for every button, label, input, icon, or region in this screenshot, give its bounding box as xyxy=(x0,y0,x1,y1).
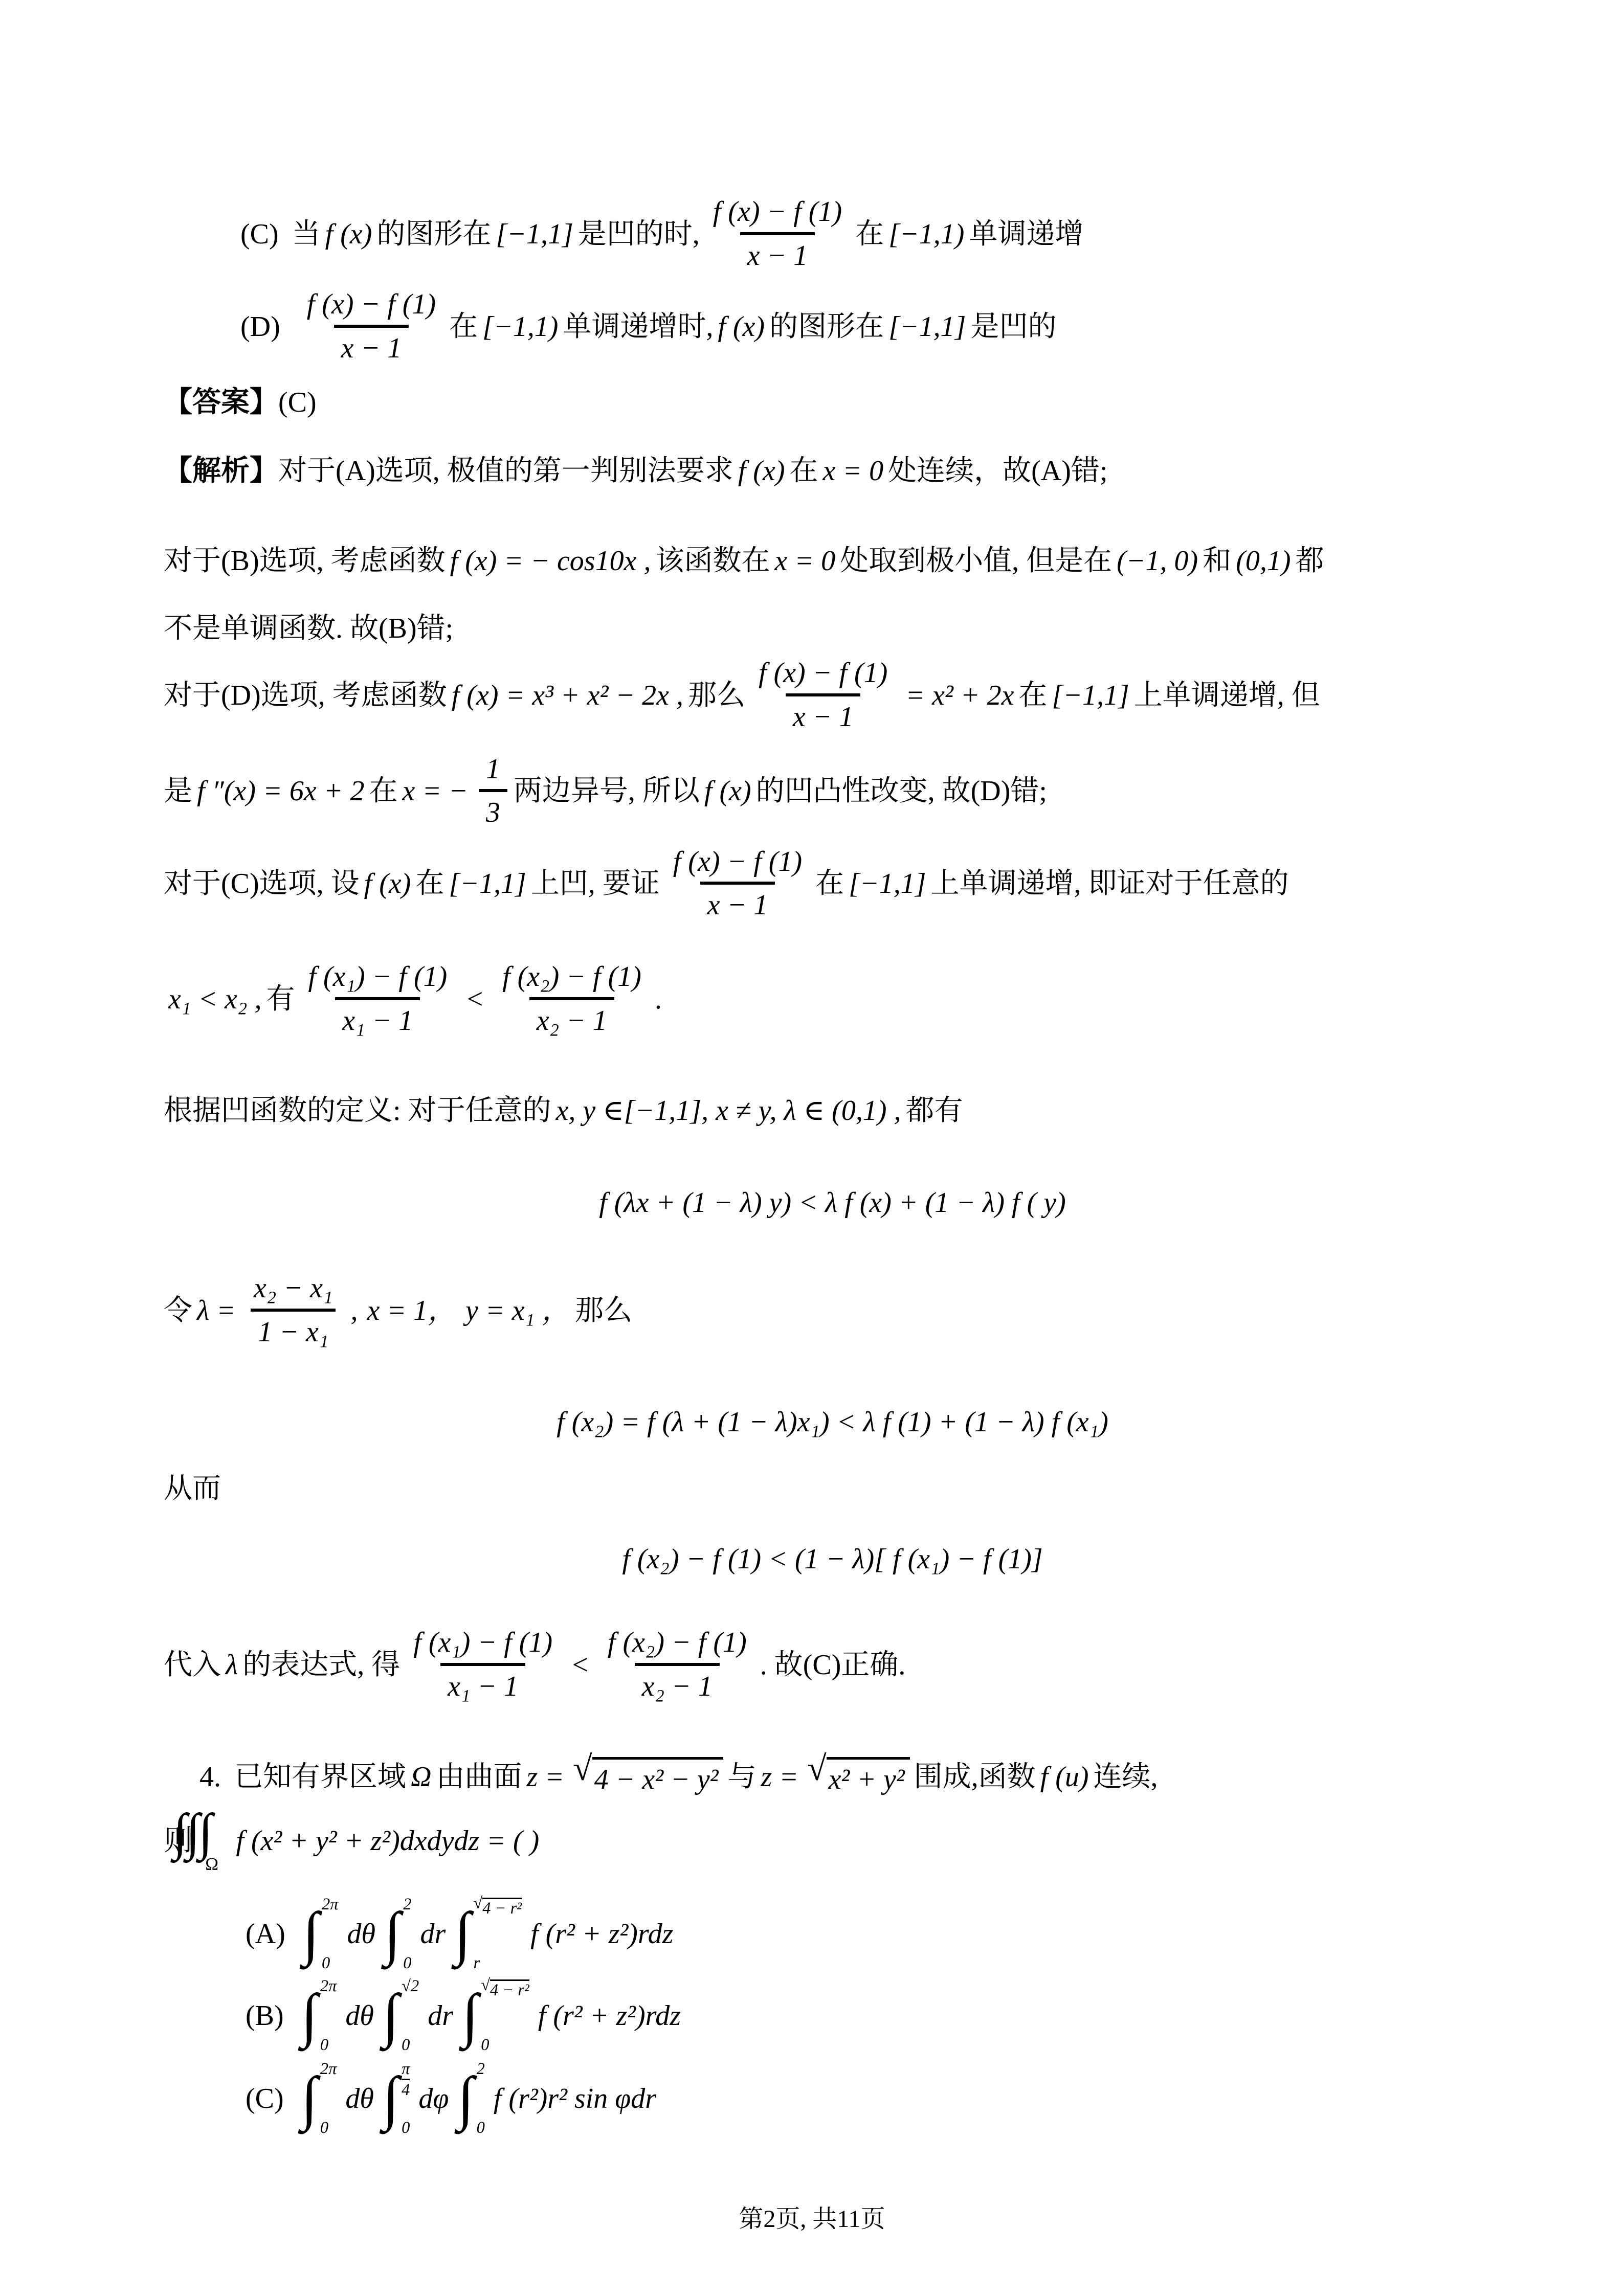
text-run: 是凹的 xyxy=(970,310,1057,343)
math-run: [−1,1) xyxy=(482,310,559,343)
text-run: 是 xyxy=(164,775,192,807)
integral xyxy=(301,2061,337,2136)
analysis-d-line-2 xyxy=(164,754,1501,829)
q4-option-c-label: (C) xyxy=(246,2082,284,2114)
integral-sign: ∫ xyxy=(382,1982,399,2049)
substitution-inequality-formula xyxy=(164,1404,1501,1440)
text-run: 在 xyxy=(449,310,478,343)
math-run: dr xyxy=(420,1918,446,1950)
math-run: f (x) xyxy=(738,455,785,487)
math-run: x = 0 xyxy=(774,545,836,577)
integral-upper-limit: 2π xyxy=(320,2059,337,2078)
radicand: 4 − r² xyxy=(490,1979,529,1998)
fraction xyxy=(751,658,895,733)
math-formula: f (x₂) − f (1) < (1 − λ)[ f (x₁) − f (1)] xyxy=(622,1543,1043,1575)
fraction-numerator: f (x₂) − f (1) xyxy=(607,1627,747,1659)
text-run: 当 xyxy=(292,218,321,250)
answer-line xyxy=(164,385,1501,420)
math-run: f (x) xyxy=(718,310,765,343)
math-run: , xyxy=(350,1294,358,1326)
q4-option-a-label: (A) xyxy=(246,1918,285,1950)
integral-upper-limit xyxy=(473,1896,522,1917)
analysis-a-line xyxy=(164,453,1501,489)
math-formula: f (λx + (1 − λ) y) < λ f (x) + (1 − λ) f ( y) xyxy=(599,1187,1066,1219)
integral-upper-limit: √2 xyxy=(402,1976,419,1995)
integral-lower-limit: 0 xyxy=(402,2119,410,2137)
text-run: 的图形在 xyxy=(769,310,884,343)
radical-sign: √ xyxy=(807,1748,827,1788)
radicand: 4 − x² − y² xyxy=(592,1757,724,1797)
math-run: f (x) = x³ + x² − 2x , xyxy=(451,679,683,711)
integral-domain-omega: Ω xyxy=(205,1854,219,1875)
math-run: dθ xyxy=(347,1918,375,1950)
fraction xyxy=(666,846,809,921)
option-c-label: (C) xyxy=(240,218,279,250)
integral-lower-limit: 0 xyxy=(320,2036,329,2055)
limit-fraction-denominator: 4 xyxy=(402,2079,410,2098)
concavity-inequality-formula xyxy=(164,1185,1501,1221)
answer-value: (C) xyxy=(278,387,317,419)
q4-option-c-line xyxy=(164,2061,1501,2136)
text-run: 上凹, 要证 xyxy=(530,868,660,900)
fraction xyxy=(495,961,649,1037)
fraction-numerator: f (x₁) − f (1) xyxy=(308,960,448,993)
integral-lower-limit: 0 xyxy=(481,2036,490,2055)
integral-lower-limit: 0 xyxy=(403,1954,412,1973)
math-run: f ″(x) = 6x + 2 xyxy=(197,775,365,807)
math-run: f (r² + z²)rdz xyxy=(530,1918,674,1950)
text-run: . 故(C)正确. xyxy=(760,1649,906,1681)
fraction-denominator: x − 1 xyxy=(700,882,775,921)
text-run: 对于(C)选项, 设 xyxy=(164,868,360,900)
integral xyxy=(457,2061,484,2136)
text-run: 从而 xyxy=(164,1473,221,1505)
triple-integral-sign xyxy=(198,1809,225,1855)
text-run: 连续, xyxy=(1093,1761,1158,1793)
math-run: dr xyxy=(428,1999,453,2032)
text-run: 那么 xyxy=(687,679,745,711)
math-run: x = 0 xyxy=(822,455,884,487)
text-run: 对于(A)选项, 极值的第一判别法要求 xyxy=(278,455,733,487)
math-run: [−1,1] xyxy=(449,868,526,900)
integral-upper-limit: 2π xyxy=(320,1976,337,1995)
fraction-numerator: f (x₂) − f (1) xyxy=(502,960,641,993)
text-run: 围成,函数 xyxy=(914,1761,1036,1793)
option-d-line xyxy=(164,289,1501,364)
integral xyxy=(301,1978,337,2054)
integral-lower-limit: 0 xyxy=(320,2119,329,2137)
math-formula: f (x₂) = f (λ + (1 − λ)x₁) < λ f (1) + (1 − λ) f (x₁) xyxy=(557,1406,1108,1438)
limit-fraction-numerator: π xyxy=(402,2059,410,2078)
text-run: 在 xyxy=(815,868,844,900)
result-inequality-formula xyxy=(164,1541,1501,1577)
integral-sign: ∫ xyxy=(301,2064,318,2131)
text-run: 在 xyxy=(855,218,884,250)
page-number-text: 第2页, 共11页 xyxy=(739,2205,885,2233)
text-run: 根据凹函数的定义: 对于任意的 xyxy=(164,1095,551,1127)
analysis-label: 【解析】 xyxy=(164,455,278,487)
question-4-line-2 xyxy=(164,1809,1501,1874)
fraction xyxy=(706,196,849,272)
text-run: 单调递增时, xyxy=(563,310,714,343)
math-run: = x² + 2x xyxy=(905,679,1014,711)
fraction-numerator: x₂ − x₁ xyxy=(254,1272,333,1304)
math-run: y = x₁ ， xyxy=(465,1294,571,1326)
integral-lower-limit: r xyxy=(473,1954,480,1973)
integral-upper-limit xyxy=(481,1975,529,1999)
math-run: f (x² + y² + z²)dxdydz = ( ) xyxy=(236,1825,540,1857)
math-run: dθ xyxy=(345,2082,374,2114)
fraction-denominator: x − 1 xyxy=(334,325,409,365)
math-run: (0,1) xyxy=(1236,545,1291,577)
math-run: Ω xyxy=(411,1761,432,1793)
math-run: f (x) xyxy=(704,775,751,807)
integral-sign: ∫ xyxy=(382,2064,399,2131)
math-run: dφ xyxy=(418,2082,449,2114)
fraction-denominator: x₁ − 1 xyxy=(440,1663,525,1703)
fraction-denominator: x − 1 xyxy=(740,232,815,272)
text-run: 则 xyxy=(164,1825,192,1857)
math-run: x = 1， xyxy=(367,1294,457,1326)
math-run: λ = xyxy=(197,1294,236,1326)
text-run: 不是单调函数. 故(B)错; xyxy=(164,613,454,645)
text-run: 已知有界区域 xyxy=(234,1761,406,1793)
math-run: f (r² + z²)rdz xyxy=(538,1999,681,2032)
integral xyxy=(454,1896,522,1972)
text-run: 两边异号, 所以 xyxy=(513,775,700,807)
integral-upper-limit: 2 xyxy=(476,2059,485,2078)
math-run: [−1,1] xyxy=(1052,679,1129,711)
math-run: (−1, 0) xyxy=(1117,545,1198,577)
fraction xyxy=(247,1273,340,1348)
math-run: dθ xyxy=(345,1999,374,2032)
integral-sign: ∫ xyxy=(302,1900,319,1967)
math-run: [−1,1] xyxy=(496,218,573,250)
integral-sign: ∫ xyxy=(457,2064,474,2131)
text-run: 该函数在 xyxy=(655,545,770,577)
integral-lower-limit: 0 xyxy=(321,1954,330,1973)
math-run: [−1,1] xyxy=(849,868,926,900)
integral-lower-limit: 0 xyxy=(402,2036,410,2055)
integral xyxy=(303,1896,339,1972)
integral-sign: ∫ xyxy=(461,1982,479,2049)
text-run: 和 xyxy=(1203,545,1232,577)
triple-integral xyxy=(198,1809,225,1874)
text-run: 由曲面 xyxy=(436,1761,522,1793)
text-run: 单调递增 xyxy=(969,218,1084,250)
fraction-numerator: f (x) − f (1) xyxy=(713,196,842,228)
question-4-line-1 xyxy=(164,1748,1501,1797)
math-run: z = xyxy=(761,1761,799,1793)
fraction-numerator: f (x) − f (1) xyxy=(758,657,888,689)
fraction xyxy=(300,289,443,364)
math-run: [−1,1) xyxy=(888,218,965,250)
fraction-numerator: f (x₁) − f (1) xyxy=(413,1627,553,1659)
math-run: f (r²)r² sin φdr xyxy=(493,2082,656,2114)
text-run: 是凹的时, xyxy=(577,218,700,250)
less-than-sign: < xyxy=(570,1649,590,1681)
text-run: 都 xyxy=(1295,545,1324,577)
math-run: x = − xyxy=(402,775,468,807)
text-run: 那么 xyxy=(575,1294,633,1326)
analysis-c-line-1 xyxy=(164,846,1501,921)
q4-option-a-line xyxy=(164,1896,1501,1972)
text-run: 上单调递增, 即证对于任意的 xyxy=(930,868,1289,900)
text-run: 的图形在 xyxy=(376,218,492,250)
text-run: 在 xyxy=(1018,679,1048,711)
text-run: 处取到极小值, 但是在 xyxy=(840,545,1113,577)
less-than-sign: < xyxy=(465,983,485,1015)
fraction-numerator: f (x) − f (1) xyxy=(306,288,436,321)
text-run: 处连续，故(A)错; xyxy=(888,455,1108,487)
text-run: 对于(D)选项, 考虑函数 xyxy=(164,679,447,711)
text-run: 对于(B)选项, 考虑函数 xyxy=(164,545,446,577)
text-run: 代入 xyxy=(164,1649,221,1681)
text-run: 在 xyxy=(369,775,398,807)
text-run: 在 xyxy=(415,868,444,900)
text-run: 在 xyxy=(789,455,818,487)
fraction xyxy=(301,961,454,1037)
fraction xyxy=(600,1627,754,1702)
math-run: [−1,1] xyxy=(888,310,966,343)
integral-sign: ∫ xyxy=(454,1900,471,1967)
text-run: 都有 xyxy=(905,1095,963,1127)
concave-definition-line xyxy=(164,1093,1501,1129)
math-run: f (x) = − cos10x , xyxy=(450,545,651,577)
math-run: z = xyxy=(526,1761,565,1793)
math-run: f (x) xyxy=(364,868,411,900)
text-run: 令 xyxy=(164,1294,192,1326)
integral xyxy=(461,1975,529,2055)
square-root xyxy=(807,1748,910,1797)
radicand: 4 − r² xyxy=(482,1898,522,1917)
fraction-denominator: x₂ − 1 xyxy=(635,1663,720,1703)
fraction-denominator: 1 − x₁ xyxy=(251,1309,336,1348)
text-run: 的凹凸性改变, 故(D)错; xyxy=(755,775,1047,807)
fraction-denominator: x₂ − 1 xyxy=(529,997,614,1037)
analysis-b-line-1 xyxy=(164,543,1501,579)
option-d-label: (D) xyxy=(240,310,280,343)
math-run: f (x) xyxy=(325,218,372,250)
radical-sign: √ xyxy=(473,1894,483,1912)
integral xyxy=(383,2061,410,2136)
integral-upper-limit: 2 xyxy=(403,1895,412,1914)
conclusion-line xyxy=(164,1627,1501,1702)
integral-sign: ∫ xyxy=(384,1900,401,1967)
conge-line xyxy=(164,1471,1501,1506)
fraction xyxy=(479,754,507,829)
option-c-line xyxy=(164,196,1501,272)
analysis-c-line-2 xyxy=(164,961,1501,1037)
math-run: f (u) xyxy=(1040,1761,1089,1793)
answer-label: 【答案】 xyxy=(164,387,278,419)
lambda-definition-line xyxy=(164,1273,1501,1348)
math-run: x, y ∈[−1,1], x ≠ y, λ ∈ (0,1) , xyxy=(555,1095,901,1127)
integral-lower-limit: 0 xyxy=(476,2119,485,2137)
question-number: 4. xyxy=(199,1761,221,1793)
fraction xyxy=(406,1627,560,1702)
square-root xyxy=(573,1748,723,1797)
math-run: x₁ < x₂ , xyxy=(168,983,262,1015)
radicand: x² + y² xyxy=(827,1757,910,1797)
analysis-b-line-2 xyxy=(164,611,1501,646)
fraction-denominator: x₁ − 1 xyxy=(335,997,420,1037)
fraction-denominator: x − 1 xyxy=(786,693,861,733)
fraction-numerator: f (x) − f (1) xyxy=(673,845,803,877)
text-run: . xyxy=(654,983,662,1015)
q4-option-b-line xyxy=(164,1975,1501,2055)
text-run: 与 xyxy=(727,1761,757,1793)
fraction-denominator: 3 xyxy=(479,789,507,829)
integral xyxy=(383,1978,419,2054)
analysis-d-line-1 xyxy=(164,658,1501,733)
text-run: 有 xyxy=(266,983,295,1015)
integral xyxy=(384,1896,411,1972)
integral-sign: ∫ xyxy=(301,1982,318,2049)
math-run: λ xyxy=(226,1649,238,1681)
integral-upper-limit xyxy=(402,2061,410,2099)
text-run: 上单调递增, 但 xyxy=(1133,679,1320,711)
fraction-numerator: 1 xyxy=(485,753,500,785)
radical-sign: √ xyxy=(573,1748,592,1788)
page-footer xyxy=(0,2204,1624,2235)
text-run: 的表达式, 得 xyxy=(242,1649,401,1681)
q4-option-b-label: (B) xyxy=(246,1999,284,2032)
integral-upper-limit: 2π xyxy=(321,1895,339,1914)
radical-sign: √ xyxy=(481,1975,491,1994)
